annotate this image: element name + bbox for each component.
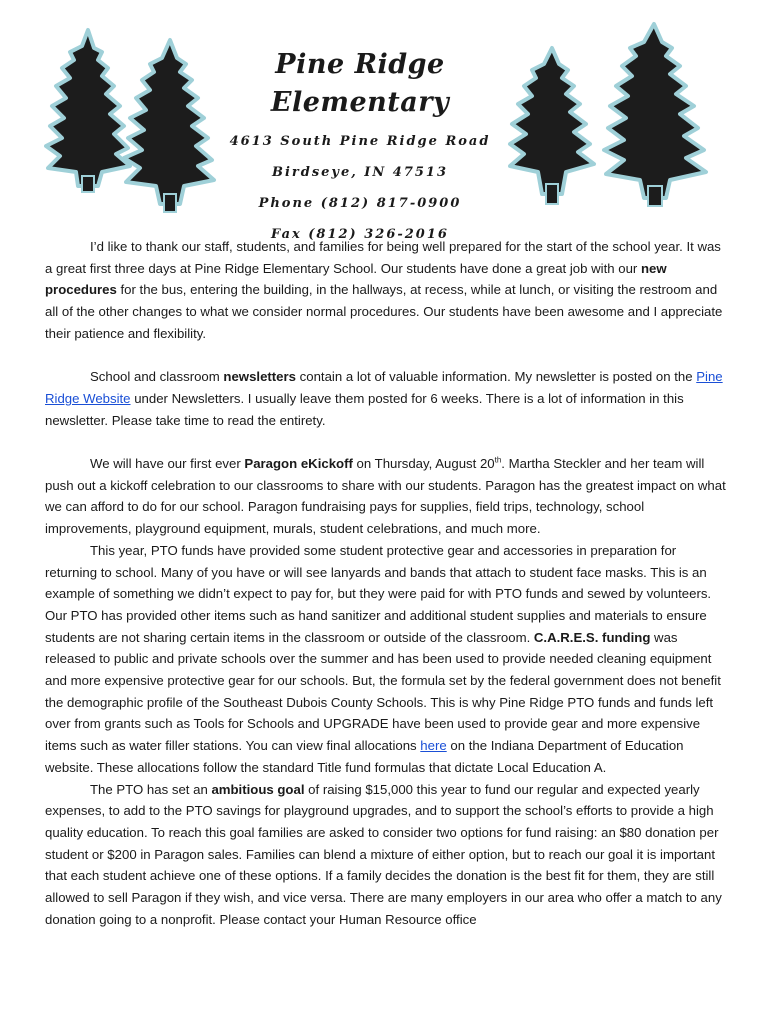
- paragraph-pto-goal: The PTO has set an ambitious goal of raising $15,000 this year to fund our regular and expected yearly expenses, to add to the PTO savings for playground upgrades, and to support the school’s efforts to provide a high quality education. To reach this goal families are asked to consider two options for fund raising: an $80 donation per student or $200 in Paragon sales. Families can blend a mixture of either option, but to reach our goal it is important that each student achieve one of these options. If a family decides the donation is the best fit for them, they are still allowed to sell Paragon if they wish, and vice versa. There are many employers in our area who offer a match to any donation going to a nonprofit. Please contact your Human Resource office: [45, 781, 722, 927]
- phone-number: Phone (812) 817-0900: [258, 196, 462, 211]
- allocations-here-link[interactable]: here: [420, 738, 447, 754]
- paragraph-paragon-ekickoff: We will have our first ever Paragon eKickoff on Thursday, August 20th. Martha Steckler and her team will push out a kickoff celebration to our classrooms to share with our students. Paragon has the greatest impact on what we can afford to do for our school. Paragon fundraising pays for supplies, field trips, technology, school improvements, playground equipment, murals, student celebrations, and much more.: [45, 455, 726, 537]
- pine-tree-icon: [600, 20, 712, 210]
- letterhead: [200, 46, 520, 250]
- paragraph-newsletters: School and classroom newsletters contain a lot of valuable information. My newsletter is posted on the Pine Ridge Website under Newsletters. I usually leave them posted for 6 weeks. There is a lot of information in this newsletter. Please take time to read the entirety.: [45, 369, 723, 428]
- pine-tree-icon: [44, 26, 132, 196]
- pine-ridge-website-link[interactable]: Pine Ridge Website: [45, 369, 723, 406]
- newsletter-body: [45, 236, 727, 930]
- fax-number: Fax (812) 326-2016: [271, 227, 449, 242]
- street-address: 4613 South Pine Ridge Road: [229, 134, 491, 149]
- paragraph-pto-funds: This year, PTO funds have provided some student protective gear and accessories in preparation for returning to school. Many of you have or will see lanyards and bands that attach to student face masks. This is an example of something we didn’t expect to pay for, but they were paid for with PTO funds and sewed by volunteers. Our PTO has provided other items such as hand sanitizer and additional student supplies and materials to ensure students are not sharing certain items in the classroom or outside of the classroom. C.A.R.E.S. funding was released to public and private schools over the summer and has been used to provide needed cleaning equipment and more expensive protective gear for our schools. But, the formula set by the federal government does not benefit the demographic profile of the Southeast Dubois County Schools. This is why Pine Ridge PTO funds and funds left over from grants such as Tools for Schools and UPGRADE have been used to provide gear and more expensive items such as water filler stations. You can view final allocations here on the Indiana Department of Education website. These allocations follow the standard Title fund formulas that dictate Local Education A.: [45, 542, 721, 775]
- paragraph-thanks: I’d like to thank our staff, students, and families for being well prepared for the start of the school year. It was a great first three days at Pine Ridge Elementary School. Our students have done a great job with our new procedures for the bus, entering the building, in the hallways, at recess, while at lunch, or visiting the restroom and all of the other changes to what we consider normal procedures. Our students have been awesome and I appreciate their patience and flexibility.: [45, 239, 723, 341]
- school-name: Pine Ridge Elementary: [270, 49, 450, 118]
- city-state-zip: Birdseye, IN 47513: [271, 165, 449, 180]
